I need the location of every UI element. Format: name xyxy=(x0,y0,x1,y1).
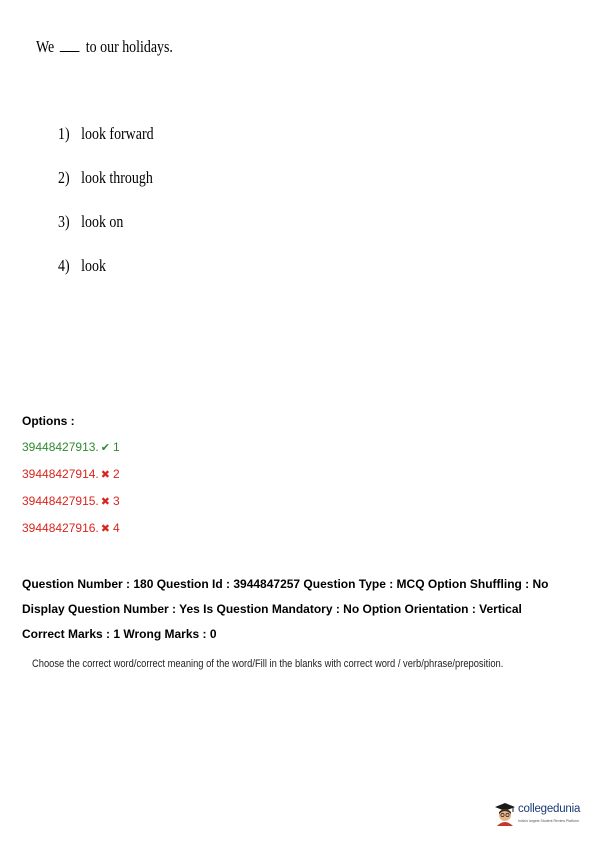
option-row xyxy=(22,494,120,508)
meta-line-1: Question Number : 180 Question Id : 3944847257 Question Type : MCQ Option Shuffling : No xyxy=(22,577,549,591)
student-avatar-icon xyxy=(494,802,516,826)
choice-number: 4) xyxy=(58,256,70,275)
option-id: 39448427915. xyxy=(22,494,99,508)
option-value: 2 xyxy=(112,467,120,481)
choice-text: look on xyxy=(81,212,124,231)
option-value: 3 xyxy=(112,494,120,508)
choice-number: 2) xyxy=(58,168,70,187)
meta-line-2: Display Question Number : Yes Is Question Mandatory : No Option Orientation : Vertical xyxy=(22,602,522,616)
logo-tagline: India's largest Student Review Platform xyxy=(518,819,579,823)
instruction-text: Choose the correct word/correct meaning of the word/Fill in the blanks with correct word / verb/phrase/preposition. xyxy=(32,658,504,670)
choice-4 xyxy=(58,256,106,276)
question-text xyxy=(36,37,173,57)
choice-number: 1) xyxy=(58,124,70,143)
cross-icon: ✖ xyxy=(100,523,110,535)
cross-icon: ✖ xyxy=(100,496,110,508)
option-id: 39448427913. xyxy=(22,440,99,454)
logo-name: collegedunia xyxy=(518,803,581,815)
options-heading: Options : xyxy=(22,414,75,428)
meta-line-3: Correct Marks : 1 Wrong Marks : 0 xyxy=(22,627,217,641)
question-after: to our holidays. xyxy=(85,37,173,56)
option-row xyxy=(22,521,120,535)
question-blank xyxy=(60,38,80,52)
option-id: 39448427916. xyxy=(22,521,99,535)
option-id: 39448427914. xyxy=(22,467,99,481)
choice-1 xyxy=(58,124,154,144)
choice-text: look xyxy=(81,256,106,275)
check-icon: ✔ xyxy=(100,442,110,454)
option-value: 1 xyxy=(112,440,120,454)
choice-2 xyxy=(58,168,153,188)
choice-text: look through xyxy=(81,168,153,187)
option-row xyxy=(22,440,120,454)
choice-3 xyxy=(58,212,123,232)
cross-icon: ✖ xyxy=(100,469,110,481)
option-value: 4 xyxy=(112,521,120,535)
choice-text: look forward xyxy=(81,124,154,143)
choice-number: 3) xyxy=(58,212,70,231)
collegedunia-logo xyxy=(494,800,590,830)
question-before: We xyxy=(36,37,55,56)
option-row xyxy=(22,467,120,481)
